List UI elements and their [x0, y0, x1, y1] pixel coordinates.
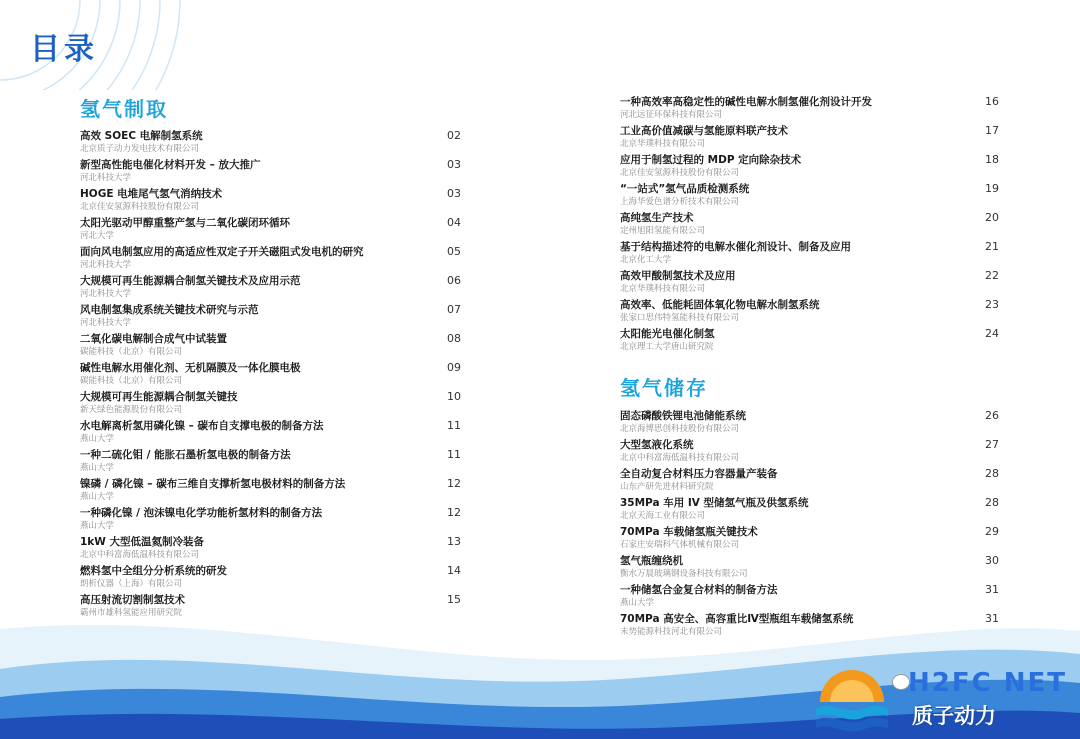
toc-entry-page-number: 13: [447, 535, 461, 548]
toc-entry-page-number: 12: [447, 506, 461, 519]
toc-entry-page-number: 11: [447, 448, 461, 461]
watermark-brand: H2FC NET: [908, 668, 1067, 698]
toc-entry-title: 高纯氢生产技术: [620, 212, 694, 224]
section-title-storage: 氢气储存: [620, 376, 708, 400]
toc-entry-title: 35MPa 车用 IV 型储氢气瓶及供氢系统: [620, 497, 809, 509]
toc-entry-title: 70MPa 高安全、高容重比Ⅳ型瓶组车载储氢系统: [620, 613, 854, 625]
toc-entry[interactable]: [620, 268, 999, 297]
toc-entry[interactable]: [80, 534, 461, 563]
toc-entry-page-number: 16: [985, 95, 999, 108]
toc-entry-page-number: 28: [985, 467, 999, 480]
toc-entry-organization: 燕山大学: [80, 521, 115, 531]
toc-entry-title: 镍磷 / 磷化镍 – 碳布三维自支撑析氢电极材料的制备方法: [80, 478, 346, 490]
toc-entry-page-number: 08: [447, 332, 461, 345]
toc-entry-title: 水电解离析氢用磷化镍 – 碳布自支撑电极的制备方法: [80, 420, 324, 432]
toc-entry-organization: 燕山大学: [80, 463, 115, 473]
toc-entry-page-number: 02: [447, 129, 461, 142]
toc-entry-page-number: 21: [985, 240, 999, 253]
toc-entry-page-number: 30: [985, 554, 999, 567]
toc-entry-organization: 石家庄安瑞科气体机械有限公司: [620, 540, 740, 550]
toc-entry-organization: 霸州市雄科氢能应用研究院: [80, 608, 183, 618]
toc-entry-title: 高效甲酸制氢技术及应用: [620, 270, 736, 282]
toc-entry-page-number: 29: [985, 525, 999, 538]
toc-entry-page-number: 14: [447, 564, 461, 577]
watermark-name: 质子动力: [912, 704, 996, 728]
toc-entry-organization: 河北远征环保科技有限公司: [620, 110, 723, 120]
toc-entry[interactable]: [80, 447, 461, 476]
toc-entry-page-number: 05: [447, 245, 461, 258]
toc-entry[interactable]: [80, 215, 461, 244]
toc-entry[interactable]: [80, 186, 461, 215]
toc-entry[interactable]: [620, 123, 999, 152]
toc-entry-title: 1kW 大型低温氦制冷装备: [80, 536, 205, 548]
toc-entry-organization: 燕山大学: [620, 598, 655, 608]
toc-entry-title: 固态磷酸铁锂电池储能系统: [620, 410, 746, 422]
toc-entry[interactable]: [620, 553, 999, 582]
toc-entry[interactable]: [620, 181, 999, 210]
toc-list-storage: [620, 408, 999, 640]
toc-entry-organization: 山东产研先进材料研究院: [620, 482, 714, 492]
toc-entry-page-number: 27: [985, 438, 999, 451]
toc-entry-page-number: 20: [985, 211, 999, 224]
toc-entry-page-number: 26: [985, 409, 999, 422]
toc-entry-page-number: 31: [985, 612, 999, 625]
toc-entry-organization: 定州旭阳氢能有限公司: [620, 226, 706, 236]
toc-list-production-continued: [620, 94, 999, 355]
page-title: 目录: [30, 32, 98, 67]
toc-entry-page-number: 24: [985, 327, 999, 340]
toc-entry-page-number: 03: [447, 187, 461, 200]
toc-entry-title: 应用于制氢过程的 MDP 定向除杂技术: [620, 154, 802, 166]
toc-entry-organization: 燕山大学: [80, 434, 115, 444]
toc-entry-organization: 北京质子动力发电技术有限公司: [80, 144, 200, 154]
toc-entry-organization: 河北大学: [80, 231, 115, 241]
toc-entry-organization: 河北科技大学: [80, 289, 132, 299]
toc-entry-organization: 碳能科技（北京）有限公司: [80, 376, 183, 386]
toc-entry[interactable]: [80, 505, 461, 534]
toc-entry-page-number: 10: [447, 390, 461, 403]
toc-entry-title: 碱性电解水用催化剂、无机隔膜及一体化膜电极: [80, 362, 301, 374]
toc-entry-organization: 张家口思伟特氢能科技有限公司: [620, 313, 740, 323]
toc-entry[interactable]: [80, 360, 461, 389]
toc-entry-page-number: 18: [985, 153, 999, 166]
toc-entry[interactable]: [620, 239, 999, 268]
toc-entry-page-number: 23: [985, 298, 999, 311]
toc-entry-title: 一种储氢合金复合材料的制备方法: [620, 584, 778, 596]
toc-entry-title: 太阳光驱动甲醇重整产氢与二氧化碳闭环循环: [80, 217, 290, 229]
toc-entry[interactable]: [620, 94, 999, 123]
toc-entry-page-number: 04: [447, 216, 461, 229]
toc-entry[interactable]: [620, 524, 999, 553]
toc-entry-organization: 衡水万晨玻璃钢设备科技有限公司: [620, 569, 748, 579]
toc-entry[interactable]: [80, 273, 461, 302]
h2fc-logo-icon: [812, 664, 892, 736]
toc-entry-title: 新型高性能电催化材料开发 – 放大推广: [80, 159, 261, 171]
toc-entry-title: 风电制氢集成系统关键技术研究与示范: [80, 304, 259, 316]
toc-entry-organization: 北京中科富海低温科技有限公司: [620, 453, 740, 463]
toc-entry-organization: 河北科技大学: [80, 260, 132, 270]
toc-entry-page-number: 06: [447, 274, 461, 287]
toc-entry[interactable]: [620, 582, 999, 611]
toc-entry[interactable]: [80, 244, 461, 273]
toc-entry[interactable]: [620, 210, 999, 239]
toc-entry-title: 氢气瓶缠绕机: [620, 555, 683, 567]
toc-entry-organization: 北京化工大学: [620, 255, 672, 265]
toc-entry[interactable]: [80, 563, 461, 592]
toc-entry-organization: 碳能科技（北京）有限公司: [80, 347, 183, 357]
toc-entry-organization: 北京天海工业有限公司: [620, 511, 706, 521]
toc-entry-organization: 北京海博思创科技股份有限公司: [620, 424, 740, 434]
toc-entry[interactable]: [620, 466, 999, 495]
toc-entry-title: 高效 SOEC 电解制氢系统: [80, 130, 203, 142]
toc-entry-page-number: 31: [985, 583, 999, 596]
toc-entry-page-number: 09: [447, 361, 461, 374]
toc-entry[interactable]: [620, 326, 999, 355]
toc-entry[interactable]: [620, 437, 999, 466]
toc-list-production: [80, 128, 461, 621]
toc-entry-organization: 上海华爱色谱分析技术有限公司: [620, 197, 740, 207]
toc-entry-page-number: 28: [985, 496, 999, 509]
toc-entry-page-number: 22: [985, 269, 999, 282]
toc-entry-title: 工业高价值减碳与氢能原料联产技术: [620, 125, 788, 137]
toc-entry-organization: 新天绿色能源股份有限公司: [80, 405, 183, 415]
toc-entry[interactable]: [80, 476, 461, 505]
toc-entry-organization: 未势能源科技河北有限公司: [620, 627, 723, 637]
toc-entry[interactable]: [620, 495, 999, 524]
toc-entry[interactable]: [80, 418, 461, 447]
toc-entry-organization: 河北科技大学: [80, 318, 132, 328]
toc-entry[interactable]: [80, 128, 461, 157]
toc-entry-organization: 朗析仪器（上海）有限公司: [80, 579, 183, 589]
toc-entry-title: 一种磷化镍 / 泡沫镍电化学功能析氢材料的制备方法: [80, 507, 323, 519]
toc-entry[interactable]: [80, 389, 461, 418]
toc-entry-page-number: 03: [447, 158, 461, 171]
toc-entry-title: 基于结构描述符的电解水催化剂设计、制备及应用: [620, 241, 851, 253]
toc-entry-page-number: 15: [447, 593, 461, 606]
toc-entry[interactable]: [80, 157, 461, 186]
toc-entry-organization: 河北科技大学: [80, 173, 132, 183]
toc-entry-organization: 北京理工大学唐山研究院: [620, 342, 714, 352]
toc-entry-title: 一种二硫化钼 / 能胀石墨析氢电极的制备方法: [80, 449, 291, 461]
toc-entry-title: 大型氢液化系统: [620, 439, 694, 451]
toc-entry-title: 二氧化碳电解制合成气中试装置: [80, 333, 227, 345]
toc-entry-page-number: 12: [447, 477, 461, 490]
toc-entry[interactable]: [620, 152, 999, 181]
toc-entry-organization: 北京佳安氢源科技股份有限公司: [80, 202, 200, 212]
toc-entry-title: “一站式”氢气品质检测系统: [620, 183, 750, 195]
toc-entry-title: 全自动复合材料压力容器量产装备: [620, 468, 778, 480]
toc-entry[interactable]: [620, 408, 999, 437]
toc-entry-page-number: 11: [447, 419, 461, 432]
toc-entry-organization: 北京中科富海低温科技有限公司: [80, 550, 200, 560]
toc-entry[interactable]: [80, 331, 461, 360]
toc-entry-title: 高压射流切割制氢技术: [80, 594, 185, 606]
watermark: [808, 660, 1080, 739]
toc-entry-organization: 燕山大学: [80, 492, 115, 502]
toc-entry[interactable]: [620, 297, 999, 326]
toc-entry-title: 面向风电制氢应用的高适应性双定子开关磁阻式发电机的研究: [80, 246, 364, 258]
toc-entry-title: 一种高效率高稳定性的碱性电解水制氢催化剂设计开发: [620, 96, 872, 108]
toc-entry[interactable]: [80, 302, 461, 331]
toc-entry-title: 大规模可再生能源耦合制氢关键技术及应用示范: [80, 275, 301, 287]
toc-entry-title: 高效率、低能耗固体氧化物电解水制氢系统: [620, 299, 820, 311]
toc-entry-title: HOGE 电堆尾气氢气消纳技术: [80, 188, 223, 200]
toc-entry-organization: 北京华璞科技有限公司: [620, 139, 706, 149]
toc-entry-title: 70MPa 车载储氢瓶关键技术: [620, 526, 758, 538]
toc-entry-organization: 北京华璞科技有限公司: [620, 284, 706, 294]
toc-entry-page-number: 19: [985, 182, 999, 195]
toc-entry-page-number: 17: [985, 124, 999, 137]
toc-entry-organization: 北京佳安氢源科技股份有限公司: [620, 168, 740, 178]
toc-entry-page-number: 07: [447, 303, 461, 316]
toc-entry-title: 燃料氢中全组分分析系统的研发: [80, 565, 227, 577]
toc-entry-title: 太阳能光电催化制氢: [620, 328, 715, 340]
section-title-production: 氢气制取: [80, 97, 168, 121]
toc-entry-title: 大规模可再生能源耦合制氢关键技: [80, 391, 238, 403]
